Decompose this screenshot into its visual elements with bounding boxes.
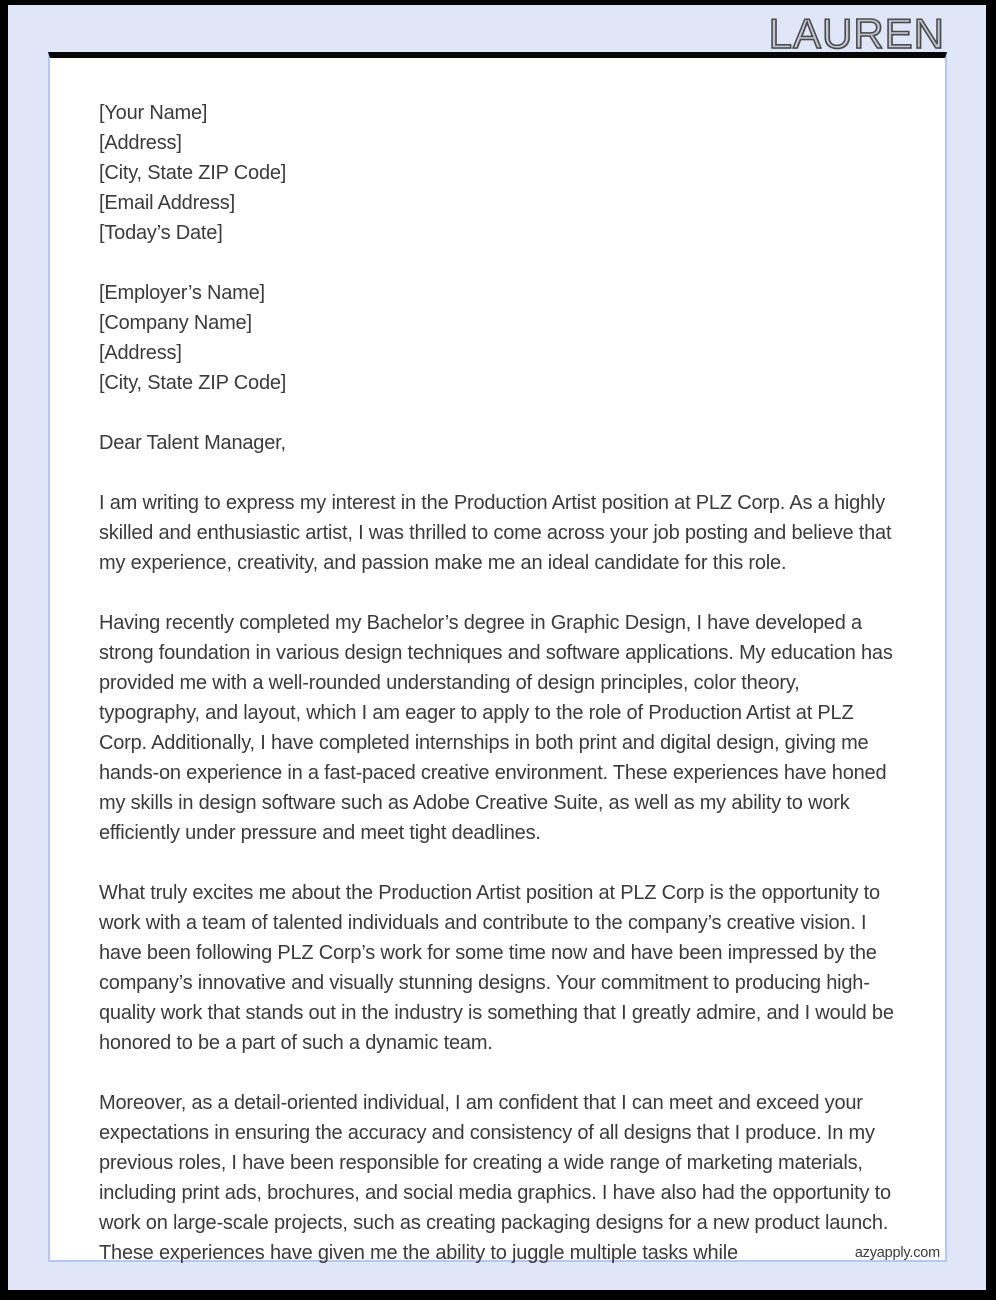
sender-address-line: [Address]	[99, 132, 182, 154]
sender-city-line: [City, State ZIP Code]	[99, 162, 287, 184]
paragraph-company-interest: What truly excites me about the Production Artist position at PLZ Corp is the opportunity to work with a team of talented individuals and contribute to the company’s creative vision. I have been following PLZ Corp’s work for some time now and have been impressed by the company’s innovative and visually stunning designs. Your commitment to producing high-quality work that stands out in the industry is something that I greatly admire, and I would be honored to be a part of such a dynamic team.	[99, 882, 894, 1054]
recipient-city-line: [City, State ZIP Code]	[99, 372, 287, 394]
paragraph-introduction: I am writing to express my interest in the Production Artist position at PLZ Corp. As a highly skilled and enthusiastic artist, I was thrilled to come across your job posting and believe that my experience, creativity, and passion make me an ideal candidate for this role.	[99, 492, 892, 574]
letter-content	[99, 98, 905, 1298]
brand-logo: LAUREN	[768, 10, 945, 57]
recipient-company-line: [Company Name]	[99, 312, 252, 334]
sender-name-line: [Your Name]	[99, 102, 208, 124]
sender-email-line: [Email Address]	[99, 192, 235, 214]
recipient-address-line: [Address]	[99, 342, 182, 364]
recipient-address-block	[99, 278, 905, 398]
salutation: Dear Talent Manager,	[99, 432, 286, 454]
paragraph-detail-oriented: Moreover, as a detail-oriented individual, I am confident that I can meet and exceed your expectations in ensuring the accuracy and consistency of all designs that I produce. In my previous roles, I have been responsible for creating a wide range of marketing materials, including print ads, brochures, and social media graphics. I have also had the opportunity to work on large-scale projects, such as creating packaging designs for a new product launch. These experiences have given me the ability to juggle multiple tasks while	[99, 1092, 891, 1264]
watermark-site-text: azyapply.com	[854, 1245, 940, 1261]
recipient-name-line: [Employer’s Name]	[99, 282, 265, 304]
paragraph-education-experience: Having recently completed my Bachelor’s degree in Graphic Design, I have developed a strong foundation in various design techniques and software applications. My education has provided me with a well-rounded understanding of design principles, color theory, typography, and layout, which I am eager to apply to the role of Production Artist at PLZ Corp. Additionally, I have completed internships in both print and digital design, giving me hands-on experience in a fast-paced creative environment. These experiences have honed my skills in design software such as Adobe Creative Suite, as well as my ability to work efficiently under pressure and meet tight deadlines.	[99, 612, 893, 844]
sender-date-line: [Today’s Date]	[99, 222, 223, 244]
sender-address-block	[99, 98, 905, 248]
